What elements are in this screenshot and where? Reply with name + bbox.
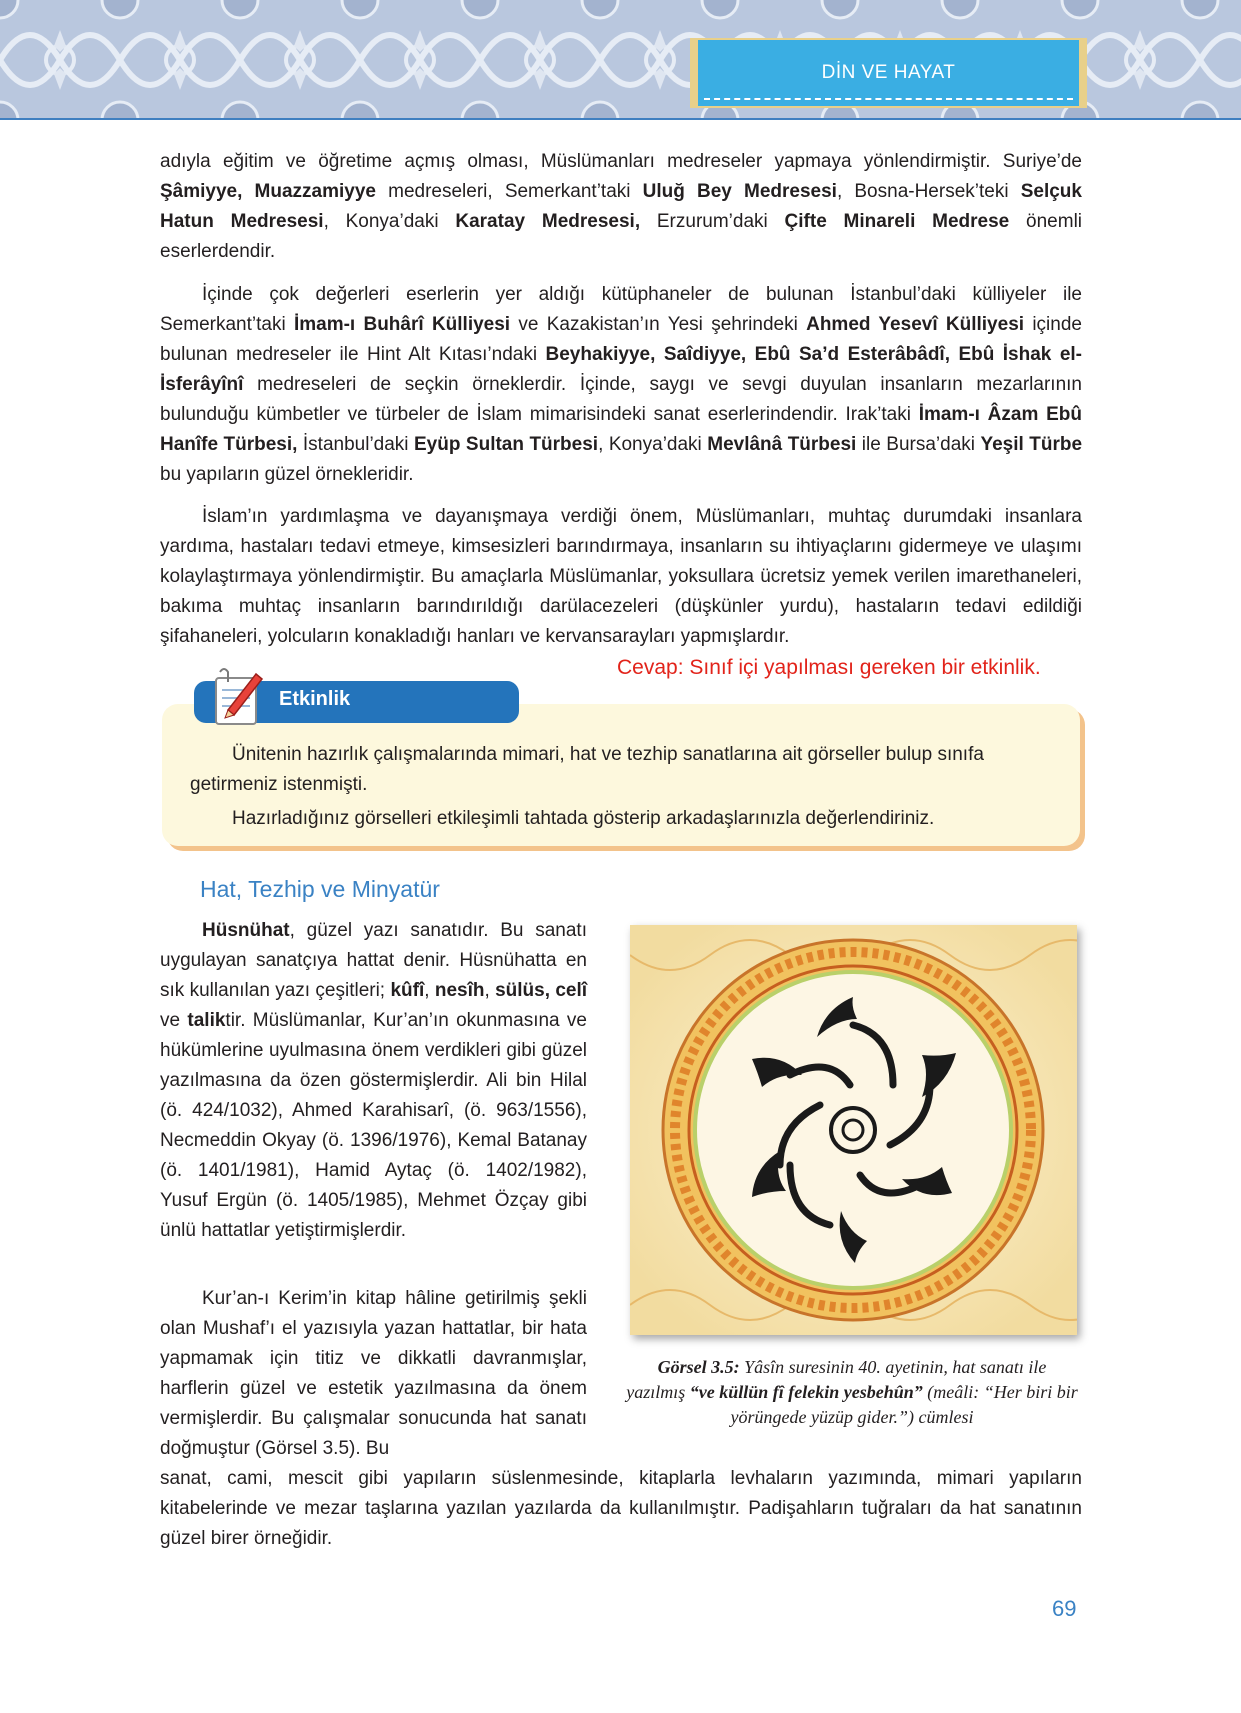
header-title: DİN VE HAYAT bbox=[821, 62, 956, 83]
text: , bbox=[424, 980, 435, 1001]
text: Yâsîn suresinin 40. ayetinin, hat sanatı ile yazılmış bbox=[626, 1357, 1047, 1402]
bold-term: İmam-ı Buhârî Külliyesi bbox=[293, 314, 511, 335]
header-badge bbox=[696, 38, 1081, 108]
text: İstanbul’daki bbox=[297, 434, 414, 455]
bold-term: sülüs, celî bbox=[495, 980, 588, 1001]
bold-term: Mevlânâ Türbesi bbox=[707, 434, 857, 455]
answer-note: Cevap: Sınıf içi yapılması gereken bir etkinlik. bbox=[617, 656, 1041, 679]
text: (meâli: “Her biri bir yörüngede yüzüp gider.”) cümlesi bbox=[730, 1382, 1078, 1427]
bold-term: Ahmed Yesevî Külliyesi bbox=[806, 314, 1025, 335]
bold-term: Şâmiyye, Muazzamiyye bbox=[160, 181, 376, 202]
caption-label: Görsel 3.5: bbox=[657, 1357, 740, 1377]
bold-term: Yeşil Türbe bbox=[980, 434, 1083, 455]
paragraph-kulliyeler bbox=[160, 280, 1082, 490]
activity-label: Etkinlik bbox=[279, 688, 351, 710]
text: önemli eserlerdendir. bbox=[160, 211, 1083, 262]
bold-term: talik bbox=[187, 1010, 226, 1031]
bold-term: Karatay Medresesi, bbox=[455, 211, 641, 232]
paragraph-husnuhat bbox=[160, 916, 587, 1246]
bold-term: Beyhakiyye, Saîdiyye, Ebû Sa’d Esterâbâdî, Ebû İshak el-İsferâyînî bbox=[160, 344, 1082, 395]
bold-term: Selçuk Hatun Medresesi bbox=[160, 181, 1082, 232]
page-number: 69 bbox=[1052, 1596, 1077, 1621]
paragraph-yardimlasma: İslam’ın yardımlaşma ve dayanışmaya verdiği önem, Müslümanları, muhtaç durumdaki insanlara yardıma, hastaları tedavi etmeye, kimsesizleri barındırmaya, insanların su ihtiyaçlarını gidermeye ve ulaşımı kolaylaştırmaya yönlendirmiştir. Bu amaçlarla Müslümanlar, yoksullara ücretsiz yemek verilen imarethaneleri, bakıma muhtaç insanların barındırıldığı darülacezeleri (düşkünler yurdu), hastaların tedavi edildiği şifahaneleri, yolcuların konakladığı hanları ve kervansarayları yapmışlardır. bbox=[160, 506, 1082, 647]
text: İçinde çok değerleri eserlerin yer aldığı kütüphaneler de bulunan İstanbul’daki külliyeler ile Semerkant’taki bbox=[160, 284, 1082, 335]
paragraph-mushaf: Kur’an-ı Kerim’in kitap hâline getirilmiş şekli olan Mushaf’ı el yazısıyla yazan hattatlar, bir hata yapmamak için titiz ve dikkatli davranmışlar, harflerin güzel ve estetik yazılmasına da önem vermişlerdir. Bu çalışmalar sonucunda hat sanatı doğmuştur (Görsel 3.5). Bu bbox=[160, 1288, 587, 1459]
text: , bbox=[484, 980, 496, 1001]
text: ve bbox=[160, 1010, 188, 1031]
text: , Konya’daki bbox=[598, 434, 708, 455]
paragraph-medreseler bbox=[160, 147, 1082, 267]
bold-term: Uluğ Bey Medresesi bbox=[642, 181, 837, 202]
text: bu yapıların güzel örnekleridir. bbox=[160, 464, 414, 485]
text: medreseleri, Semerkant’taki bbox=[375, 181, 643, 202]
bold-term: kûfî bbox=[390, 980, 425, 1001]
paragraph-mushaf-continued: sanat, cami, mescit gibi yapıların süslenmesinde, kitaplarla levhaların yazımında, mimari yapıların kitabelerinde ve mezar taşlarına yazılan yazılarda da kullanılmıştır. Padişahların tuğraları da hat sanatının güzel birer örneğidir. bbox=[160, 1468, 1082, 1549]
bold-term: İmam-ı Âzam Ebû Hanîfe Türbesi, bbox=[160, 404, 1082, 455]
figure-caption bbox=[626, 1355, 1078, 1430]
calligraphy-figure bbox=[630, 925, 1077, 1335]
text: adıyla eğitim ve öğretime açmış olması, Müslümanları medreseler yapmaya yönlendirmiştir. Suriye’de bbox=[160, 151, 1082, 172]
bold-term: Eyüp Sultan Türbesi bbox=[414, 434, 599, 455]
activity-line-1: Ünitenin hazırlık çalışmalarında mimari, hat ve tezhip sanatlarına ait görseller bulup sınıfa getirmeniz istenmişti. bbox=[190, 744, 984, 795]
caption-quote: “ve küllün fî felekin yesbehûn” bbox=[689, 1382, 923, 1402]
bold-term: Çifte Minareli Medrese bbox=[784, 211, 1010, 232]
header-rule bbox=[0, 118, 1241, 120]
text: , Bosna-Hersek’teki bbox=[836, 181, 1021, 202]
text: tir. Müslümanlar, Kur’an’ın okunmasına ve hükümlerine uyulmasına önem verdikleri gibi güzel yazılmasına da özen göstermişlerdir. Ali bin Hilal (ö. 424/1032), Ahmed Karahisarî, (ö. 963/1556), Necmeddin Okyay (ö. 1396/1976), Kemal Batanay (ö. 1401/1981), Hamid Aytaç (ö. 1402/1982), Yusuf Ergün (ö. 1405/1985), Mehmet Özçay gibi ünlü hattatlar yetiştirmişlerdir. bbox=[160, 1010, 587, 1241]
text: , güzel yazı sanatıdır. Bu sanatı uygulayan sanatçıya hattat denir. Hüsnühatta en sık kullanılan yazı çeşitleri; bbox=[160, 920, 587, 1001]
text: içinde bulunan medreseler ile Hint Alt Kıtası’ndaki bbox=[160, 314, 1082, 365]
section-title: Hat, Tezhip ve Minyatür bbox=[200, 876, 440, 902]
bold-term: Hüsnühat bbox=[202, 920, 290, 941]
activity-line-2: Hazırladığınız görselleri etkileşimli tahtada gösterip arkadaşlarınızla değerlendiriniz. bbox=[232, 808, 935, 829]
page-header bbox=[0, 0, 1241, 120]
text: ve Kazakistan’ın Yesi şehrindeki bbox=[510, 314, 807, 335]
text: ile Bursa’daki bbox=[856, 434, 981, 455]
notebook-pencil-icon bbox=[210, 666, 268, 728]
text: medreseleri de seçkin örneklerdir. İçinde, saygı ve sevgi duyulan insanların mezarlarının bulunduğu kümbetler ve türbeler de İslam mimarisindeki sanat eserlerindendir. Irak’taki bbox=[160, 374, 1082, 425]
text: , Konya’daki bbox=[323, 211, 456, 232]
bold-term: nesîh bbox=[434, 980, 485, 1001]
text: Erzurum’daki bbox=[640, 211, 785, 232]
